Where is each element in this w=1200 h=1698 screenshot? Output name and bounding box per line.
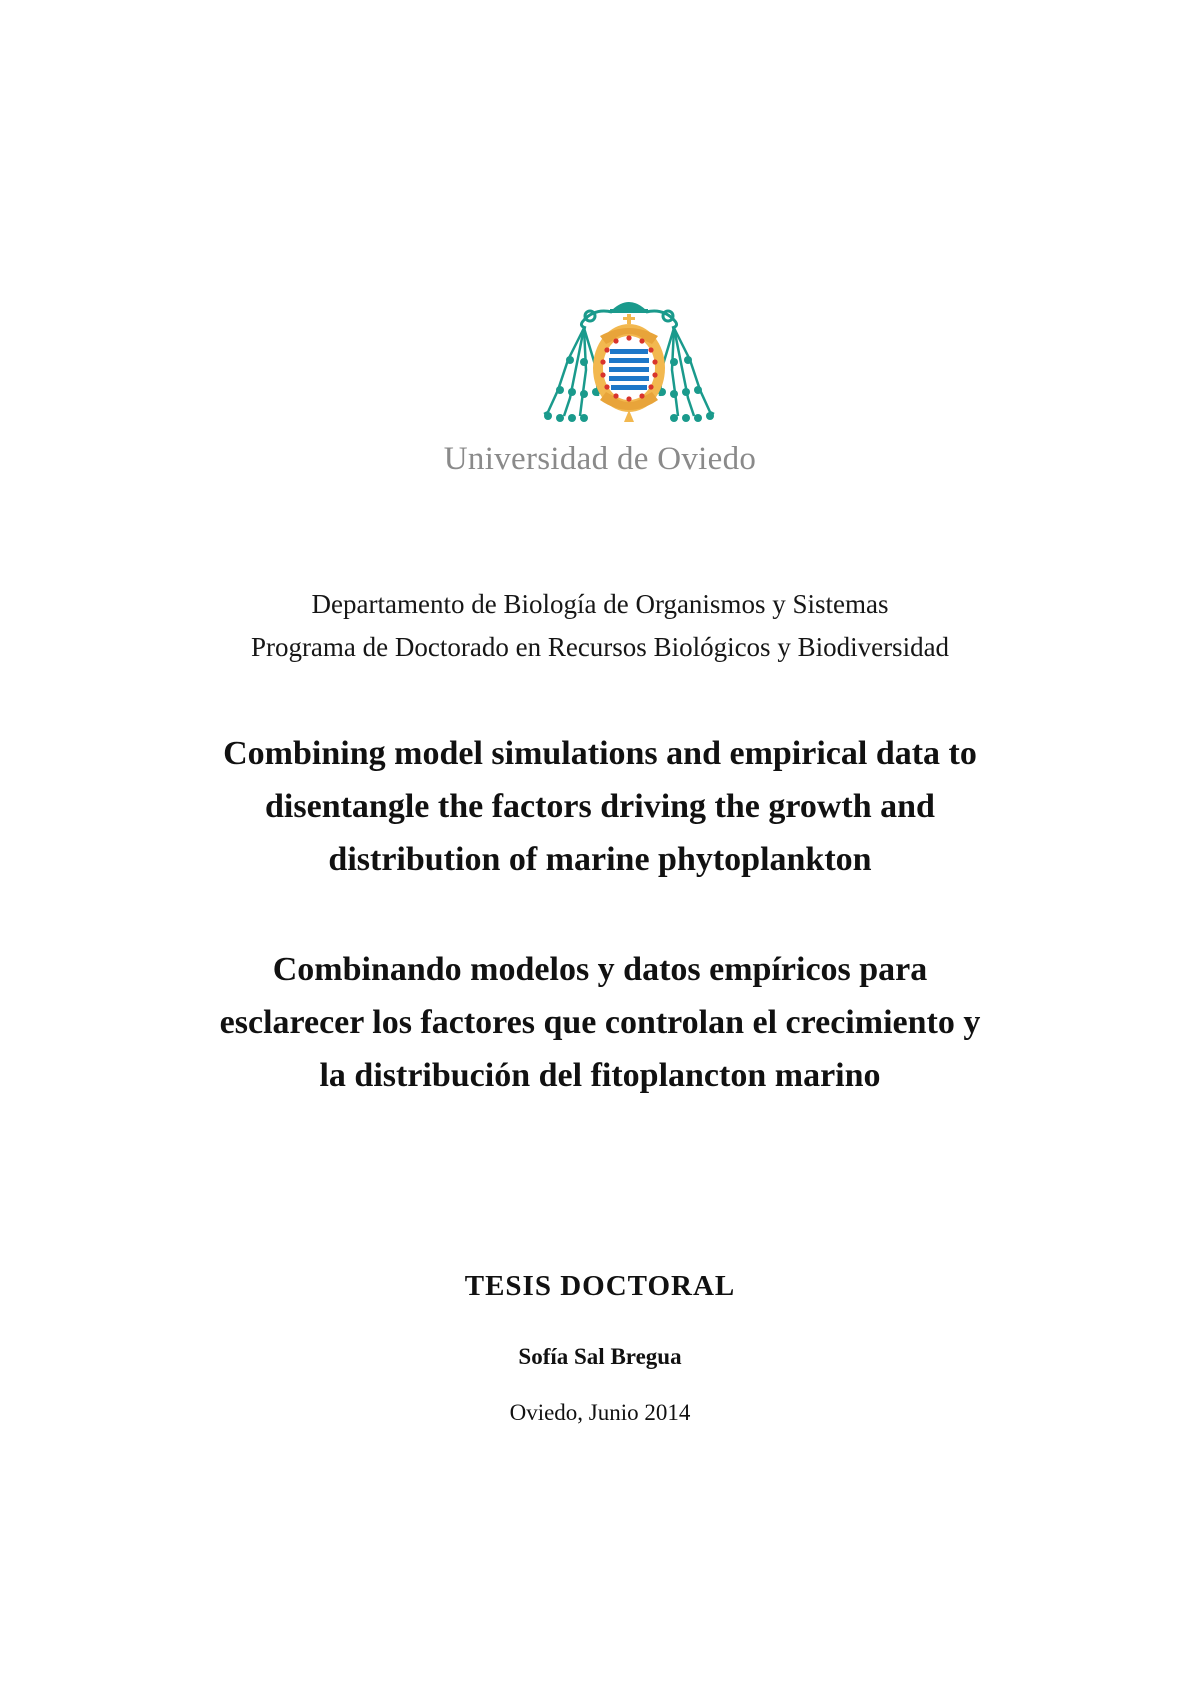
university-name: Universidad de Oviedo xyxy=(443,441,757,477)
title-en-line-2: disentangle the factors driving the growth and xyxy=(265,788,935,825)
title-en-line-3: distribution of marine phytoplankton xyxy=(328,841,872,878)
department-block xyxy=(0,583,1200,669)
thesis-title-english xyxy=(0,727,1200,886)
place-date: Oviedo, Junio 2014 xyxy=(509,1400,691,1425)
doctoral-program: Programa de Doctorado en Recursos Biológicos y Biodiversidad xyxy=(250,632,950,662)
department-name: Departamento de Biología de Organismos y Sistemas xyxy=(311,589,889,619)
thesis-type: TESIS DOCTORAL xyxy=(464,1270,736,1302)
university-crest-logo xyxy=(540,290,718,430)
title-es-line-1: Combinando modelos y datos empíricos para xyxy=(272,951,928,988)
title-es-line-3: la distribución del fitoplancton marino xyxy=(319,1057,881,1094)
thesis-title-spanish xyxy=(0,943,1200,1102)
title-es-line-2: esclarecer los factores que controlan el crecimiento y xyxy=(219,1004,981,1041)
author-name: Sofía Sal Bregua xyxy=(518,1344,682,1369)
title-en-line-1: Combining model simulations and empirical data to xyxy=(223,735,977,772)
